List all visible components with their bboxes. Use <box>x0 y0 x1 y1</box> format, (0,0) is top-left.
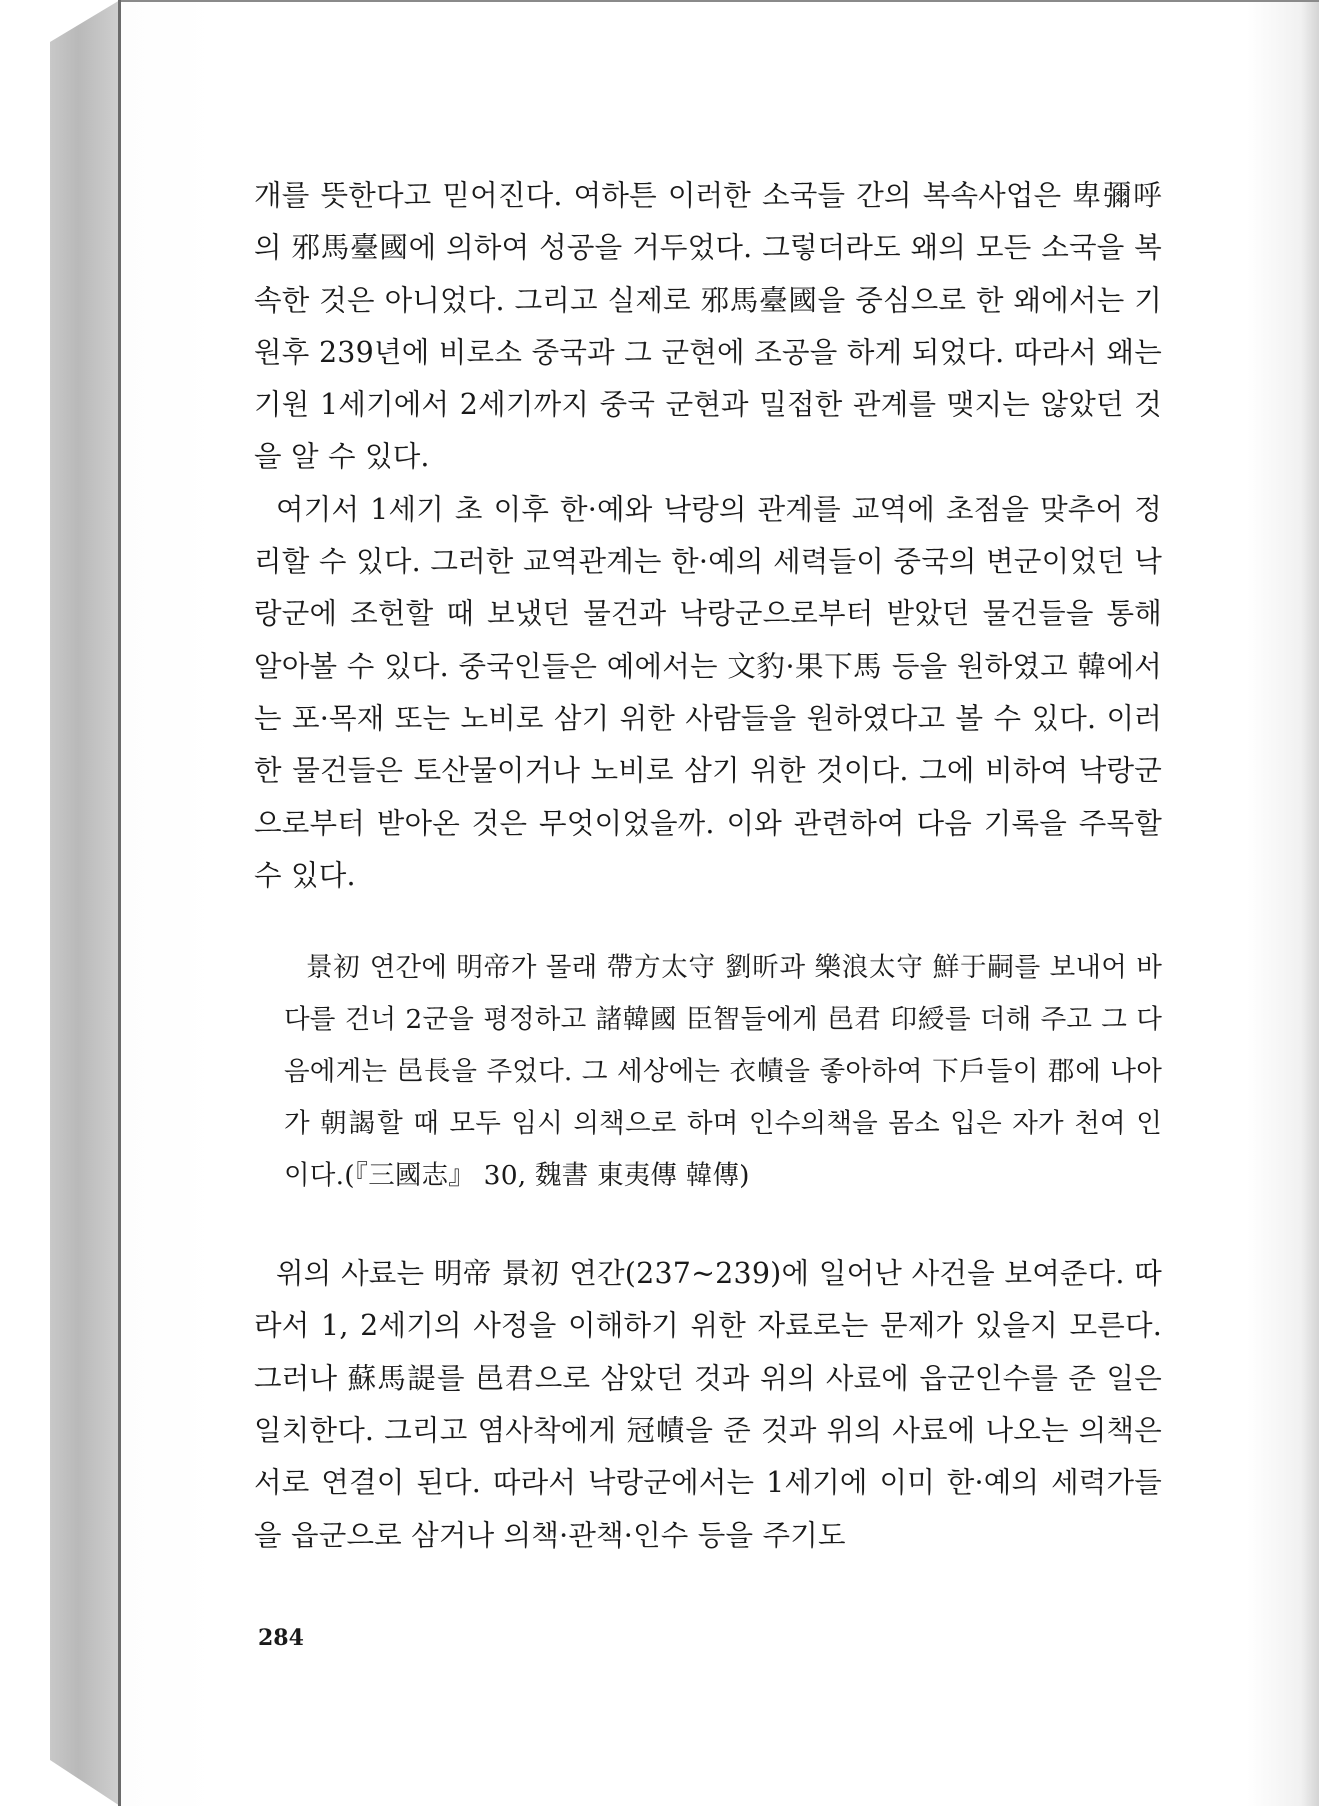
block-quote: 景初 연간에 明帝가 몰래 帶方太守 劉昕과 樂浪太守 鮮于嗣를 보내어 바다를 건너 2군을 평정하고 諸韓國 臣智들에게 邑君 印綬를 더해 주고 그 다음에게는 邑長을 주었다. 그 세상에는 衣幘을 좋아하여 下戶들이 郡에 나아가 朝謁할 때 모두 임시 의책으로 하며 인수의책을 몸소 입은 자가 천여 인이다.(『三國志』 30, 魏書 東夷傳 韓傳) <box>284 952 1162 1192</box>
page-body <box>254 170 1162 1562</box>
paragraph-3: 위의 사료는 明帝 景初 연간(237~239)에 일어난 사건을 보여준다. 따라서 1, 2세기의 사정을 이해하기 위한 자료로는 문제가 있을지 모른다. 그러나 蘇馬諟를 邑君으로 삼았던 것과 위의 사료에 읍군인수를 준 일은 일치한다. 그리고 염사착에게 冠幘을 준 것과 위의 사료에 나오는 의책은 서로 연결이 된다. 따라서 낙랑군에서는 1세기에 이미 한·예의 세력가들을 읍군으로 삼거나 의책·관책·인수 등을 주기도 <box>254 1257 1162 1552</box>
paragraph-1: 개를 뜻한다고 믿어진다. 여하튼 이러한 소국들 간의 복속사업은 卑彌呼의 邪馬臺國에 의하여 성공을 거두었다. 그렇더라도 왜의 모든 소국을 복속한 것은 아니었다. 그리고 실제로 邪馬臺國을 중심으로 한 왜에서는 기원후 239년에 비로소 중국과 그 군현에 조공을 하게 되었다. 따라서 왜는 기원 1세기에서 2세기까지 중국 군현과 밀접한 관계를 맺지는 않았던 것을 알 수 있다. <box>254 179 1162 474</box>
paragraph-2: 여기서 1세기 초 이후 한·예와 낙랑의 관계를 교역에 초점을 맞추어 정리할 수 있다. 그러한 교역관계는 한·예의 세력들이 중국의 변군이었던 낙랑군에 조헌할 때 보냈던 물건과 낙랑군으로부터 받았던 물건들을 통해 알아볼 수 있다. 중국인들은 예에서는 文豹·果下馬 등을 원하였고 韓에서는 포·목재 또는 노비로 삼기 위한 사람들을 원하였다고 볼 수 있다. 이러한 물건들은 토산물이거나 노비로 삼기 위한 것이다. 그에 비하여 낙랑군으로부터 받아온 것은 무엇이었을까. 이와 관련하여 다음 기록을 주목할 수 있다. <box>254 492 1162 892</box>
page-shadow <box>1301 2 1319 1806</box>
page-number: 284 <box>258 1625 304 1651</box>
book-spine <box>50 0 120 1806</box>
